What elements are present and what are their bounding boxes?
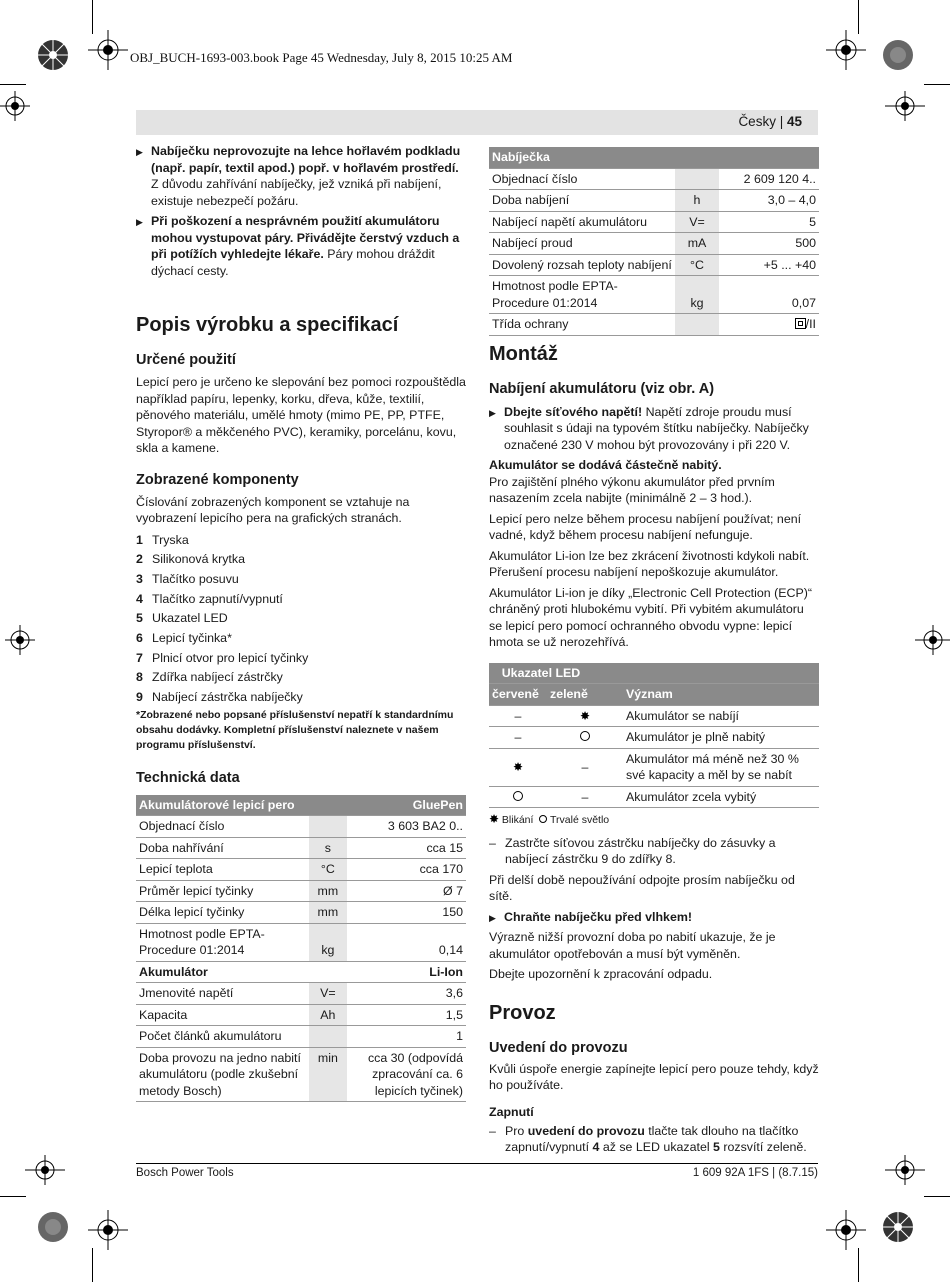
table-row: Počet článků akumulátoru 1 <box>136 1026 466 1048</box>
list-item: 9 Nabíjecí zástrčka nabíječky <box>136 690 303 704</box>
crosshair-icon <box>25 1150 65 1190</box>
book-header: OBJ_BUCH-1693-003.book Page 45 Wednesday, July 8, 2015 10:25 AM <box>130 50 513 65</box>
intended-use-title: Určené použití <box>136 352 236 368</box>
led-legend: ✸ Blikání Trvalé světlo <box>489 812 610 826</box>
page-header-band <box>136 110 818 135</box>
registration-target-icon <box>878 1207 918 1247</box>
list-item: 8 Zdířka nabíjecí zástrčky <box>136 670 283 685</box>
charger-table <box>489 147 819 336</box>
led-indicator-table <box>489 663 819 809</box>
table-row: Doba nabíjení h 3,0 – 4,0 <box>489 190 819 212</box>
table-subheader-row: Akumulátor Li-Ion <box>136 961 466 983</box>
crosshair-icon <box>915 620 950 660</box>
steady-light-icon <box>580 731 590 741</box>
table-row: Dovolený rozsah teploty nabíjení °C +5 ... +40 <box>489 254 819 276</box>
switch-on-title: Zapnutí <box>489 1104 534 1119</box>
page-label: Česky | 45 <box>738 114 802 129</box>
table-row: Objednací číslo 2 609 120 4.. <box>489 168 819 190</box>
disposal-note: Dbejte upozornění k zpracování odpadu. <box>489 967 713 981</box>
list-item: 3 Tlačítko posuvu <box>136 571 239 586</box>
table-row: Hmotnost podle EPTA-Procedure 01:2014 kg 0,07 <box>489 276 819 314</box>
switch-on-step: – Pro uvedení do provozu tlačte tak dlouho na tlačítko zapnutí/vypnutí 4 až se LED ukazatel 5 rozsvítí zeleně. <box>489 1123 819 1156</box>
table-header-row: červeně zeleně Význam <box>489 684 819 706</box>
charging-paragraph: Akumulátor Li-ion lze bez zkrácení životnosti kdykoli nabít. Přerušení procesu nabíjení nepoškozuje akumulátor. <box>489 548 810 579</box>
dash-symbol: – <box>581 789 589 804</box>
table-row: – Akumulátor zcela vybitý <box>489 786 819 808</box>
crop-mark <box>924 1196 950 1197</box>
crosshair-icon <box>885 1150 925 1190</box>
blink-icon: ✸ <box>513 759 524 774</box>
list-item: 1 Tryska <box>136 532 189 547</box>
list-item: 6 Lepicí tyčinka* <box>136 630 232 645</box>
table-row: Lepicí teplota °C cca 170 <box>136 859 466 881</box>
crop-mark <box>0 1196 26 1197</box>
assembly-title: Montáž <box>489 342 558 365</box>
table-row: – ✸ Akumulátor se nabíjí <box>489 705 819 727</box>
footer-doc-number: 1 609 92A 1FS | (8.7.15) <box>692 1167 818 1179</box>
steady-light-icon <box>539 815 547 823</box>
footer-divider <box>136 1163 818 1164</box>
unplug-note: Při delší době nepoužívání odpojte prosím nabíječku od sítě. <box>489 872 795 903</box>
crosshair-icon <box>5 620 35 660</box>
crosshair-icon <box>88 30 128 70</box>
table-row: Průměr lepicí tyčinky mm Ø 7 <box>136 880 466 902</box>
crop-mark <box>924 84 950 85</box>
warning-item: ▶ Nabíječku neprovozujte na lehce hořlavém podkladu (např. papír, textil apod.) popř. v hořlavém prostředí. Z důvodu zahřívání nabíječky, jež vzniká při nabíjení, existuje nebezpečí požáru. <box>136 143 466 209</box>
blink-icon: ✸ <box>489 812 500 826</box>
table-row: Objednací číslo 3 603 BA2 0.. <box>136 816 466 838</box>
list-item: 7 Plnicí otvor pro lepicí tyčinky <box>136 650 309 665</box>
partial-charge-note: Akumulátor se dodává částečně nabitý. <box>489 458 722 472</box>
table-header-row: Ukazatel LED <box>489 663 819 684</box>
table-row: Doba nahřívání s cca 15 <box>136 837 466 859</box>
table-row: ✸ – Akumulátor má méně než 30 % své kapacity a měl by se nabít <box>489 748 819 786</box>
plug-in-step: – Zastrčte síťovou zástrčku nabíječky do zásuvky a nabíjecí zástrčku 9 do zdířky 8. <box>489 835 819 868</box>
protection-class-icon <box>795 318 806 329</box>
table-row: Hmotnost podle EPTA-Procedure 01:2014 kg 0,14 <box>136 923 466 961</box>
crop-mark <box>858 1248 859 1282</box>
section-title: Popis výrobku a specifikací <box>136 314 399 336</box>
charging-title: Nabíjení akumulátoru (viz obr. A) <box>489 380 715 397</box>
steady-light-icon <box>513 791 523 801</box>
intended-use-text: Lepicí pero je určeno ke slepování bez pomoci rozpouštědla například papíru, lepenky, korku, dřeva, kůže, textilií, pěnového materiálu, umělé hmoty (mimo PE, PP, PTFE, Styropor® a měkčeného PVC), keramiky, porcelánu, kovu, skla a kamene. <box>136 375 466 455</box>
right-column <box>489 147 819 1160</box>
tech-data-table <box>136 795 466 1103</box>
table-row: Doba provozu na jedno nabití akumulátoru (podle zkušební metody Bosch) min cca 30 (odpovídá zpracování ca. 6 lepicích tyčinek) <box>136 1047 466 1102</box>
table-row: Třída ochrany /II <box>489 314 819 336</box>
page-number: 45 <box>786 114 802 129</box>
registration-target-icon <box>33 1207 73 1247</box>
crosshair-icon <box>826 1210 866 1250</box>
crosshair-icon <box>885 86 925 126</box>
tech-data-title: Technická data <box>136 769 240 786</box>
startup-title: Uvedení do provozu <box>489 1039 628 1056</box>
list-item: 4 Tlačítko zapnutí/vypnutí <box>136 591 283 606</box>
moisture-warning: ▶ Chraňte nabíječku před vlhkem! <box>489 909 819 926</box>
components-title: Zobrazené komponenty <box>136 471 299 488</box>
component-list <box>136 531 466 708</box>
crosshair-icon <box>826 30 866 70</box>
crop-mark <box>92 0 93 34</box>
registration-target-icon <box>878 35 918 75</box>
registration-target-icon <box>33 35 73 75</box>
list-item: 2 Silikonová krytka <box>136 552 245 567</box>
crop-mark <box>858 0 859 34</box>
ecp-paragraph: Akumulátor Li-ion je díky „Electronic Cell Protection (ECP)“ chráněný proti hlubokému vybití. Při vybitém akumulátoru se lepicí pero pomocí ochranného obvodu vypne: lepicí hmota se už nerozehřívá. <box>489 585 812 649</box>
table-row: Nabíjecí proud mA 500 <box>489 233 819 255</box>
warning-item: ▶ Při poškození a nesprávném použití akumulátoru mohou vystupovat páry. Přivádějte čerstvý vzduch a při potížích vyhledejte lékaře. Páry mohou dráždit dýchací cesty. <box>136 213 466 279</box>
dash-symbol: – <box>581 759 589 774</box>
table-row: Nabíjecí napětí akumulátoru V= 5 <box>489 211 819 233</box>
table-row: Délka lepicí tyčinky mm 150 <box>136 902 466 924</box>
table-header-value: GluePen <box>347 795 466 816</box>
components-text: Číslování zobrazených komponent se vztahuje na vyobrazení lepicího pera na grafických stranách. <box>136 494 410 525</box>
voltage-warning: ▶ Dbejte síťového napětí! Napětí zdroje proudu musí souhlasit s údaji na typovém štítku nabíječky. Nabíječky označené 230 V mohou být provozovány i při 220 V. <box>489 404 819 454</box>
dash-symbol: – <box>514 730 522 744</box>
table-header-row <box>136 795 466 816</box>
runtime-note: Výrazně nižší provozní doba po nabití ukazuje, že je akumulátor opotřebován a musí být vyměněn. <box>489 930 776 961</box>
operation-title: Provoz <box>489 1001 556 1024</box>
footer-brand: Bosch Power Tools <box>136 1167 234 1179</box>
charging-paragraph: Lepicí pero nelze během procesu nabíjení používat; není vadné, když během procesu nabíjení nefunguje. <box>489 511 802 542</box>
table-row: – Akumulátor je plně nabitý <box>489 727 819 749</box>
partial-charge-text: Pro zajištění plného výkonu akumulátor před prvním nasazením zcela nabijte (minimálně 2 – 3 hod.). <box>489 474 775 505</box>
crosshair-icon <box>88 1210 128 1250</box>
table-row: Jmenovité napětí V= 3,6 <box>136 983 466 1005</box>
left-column <box>136 143 466 1102</box>
startup-text: Kvůli úspoře energie zapínejte lepicí pero pouze tehdy, když ho používáte. <box>489 1061 819 1092</box>
crop-mark <box>0 84 26 85</box>
accessory-footnote: *Zobrazené nebo popsané příslušenství nepatří k standardnímu obsahu dodávky. Kompletní příslušenství naleznete v našem programu příslušenství. <box>136 708 454 751</box>
crosshair-icon <box>0 86 30 126</box>
blink-icon: ✸ <box>580 708 591 723</box>
crop-mark <box>92 1248 93 1282</box>
table-header-label: Akumulátorové lepicí pero <box>136 795 347 816</box>
dash-symbol: – <box>514 708 522 723</box>
table-header-row: Nabíječka <box>489 147 819 168</box>
list-item: 5 Ukazatel LED <box>136 611 228 626</box>
table-row: Kapacita Ah 1,5 <box>136 1004 466 1026</box>
